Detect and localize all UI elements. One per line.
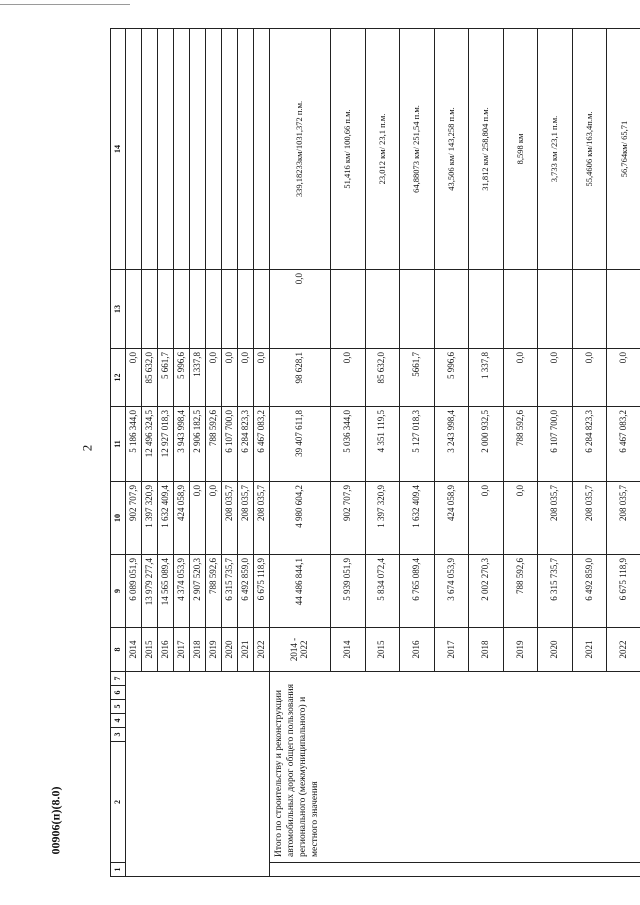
total-length: 339,18233км/1031,372 п.м. [270, 29, 331, 270]
year-cell: 2016 [158, 628, 174, 672]
empty-cell [330, 270, 365, 349]
amount-cell: 3 943 998,4 [174, 407, 190, 482]
empty-cell [190, 29, 206, 270]
amount-cell: 6 284 823,3 [572, 407, 607, 482]
amount-cell: 5 036 344,0 [330, 407, 365, 482]
empty-cell [238, 29, 254, 270]
amount-cell: 6 089 051,9 [126, 555, 142, 628]
amount-cell: 6 107 700,0 [538, 407, 573, 482]
amount-cell: 0,0 [607, 349, 640, 407]
empty-cell [503, 270, 538, 349]
year-cell: 2014 [126, 628, 142, 672]
amount-cell: 0,0 [206, 482, 222, 555]
amount-cell: 4 374 053,9 [174, 555, 190, 628]
amount-cell: 2 000 932,5 [469, 407, 504, 482]
amount-cell: 902 707,9 [330, 482, 365, 555]
amount-cell: 0,0 [254, 349, 270, 407]
empty-cell [206, 270, 222, 349]
amount-cell: 5661,7 [400, 349, 435, 407]
amount-cell: 3 674 053,9 [434, 555, 469, 628]
total-title: Итого по строительству и реконструкции автомобильных дорог общего пользования регионального (межмуниципального) и местного значения [270, 672, 640, 863]
amount-cell: 0,0 [572, 349, 607, 407]
amount-cell: 0,0 [469, 482, 504, 555]
amount-cell: 424 058,9 [434, 482, 469, 555]
amount-cell: 5 996,6 [174, 349, 190, 407]
total-row [270, 29, 331, 877]
col-header-14: 14 [111, 29, 126, 270]
year-cell: 2020 [222, 628, 238, 672]
year-cell: 2021 [238, 628, 254, 672]
road-construction-table [110, 28, 640, 877]
upper-row-2014 [126, 29, 142, 877]
amount-cell: 4 351 119,5 [365, 407, 400, 482]
empty-cell [206, 29, 222, 270]
amount-cell: 6 492 859,0 [572, 555, 607, 628]
empty-cell [222, 270, 238, 349]
empty-cell [254, 29, 270, 270]
year-cell: 2017 [174, 628, 190, 672]
empty-cell [142, 270, 158, 349]
amount-cell: 5 834 072,4 [365, 555, 400, 628]
amount-cell: 6 107 700,0 [222, 407, 238, 482]
amount-cell: 2 906 182,5 [190, 407, 206, 482]
amount-cell: 788 592,6 [206, 407, 222, 482]
amount-cell: 6 467 083,2 [607, 407, 640, 482]
amount-cell: 0,0 [222, 349, 238, 407]
amount-cell: 5 939 051,9 [330, 555, 365, 628]
empty-cell [222, 29, 238, 270]
amount-cell: 6 315 735,7 [538, 555, 573, 628]
year-cell: 2015 [142, 628, 158, 672]
year-cell: 2022 [607, 628, 640, 672]
year-cell: 2020 [538, 628, 573, 672]
amount-cell: 6 284 823,3 [238, 407, 254, 482]
total-amount-11: 39 407 611,8 [270, 407, 331, 482]
year-cell: 2015 [365, 628, 400, 672]
col-header-1: 1 [111, 863, 126, 877]
amount-cell: 1 632 409,4 [400, 482, 435, 555]
length-cell: 31,812 км/ 258,804 п.м. [469, 29, 504, 270]
scan-artifact-line [0, 4, 130, 5]
amount-cell: 1 397 320,9 [365, 482, 400, 555]
amount-cell: 1 632 409,4 [158, 482, 174, 555]
amount-cell: 208 035,7 [238, 482, 254, 555]
year-cell: 2018 [190, 628, 206, 672]
upper-blank-cell [126, 672, 270, 877]
amount-cell: 208 035,7 [538, 482, 573, 555]
amount-cell: 85 632,0 [142, 349, 158, 407]
length-cell: 51,416 км/ 100,66 п.м. [330, 29, 365, 270]
amount-cell: 0,0 [126, 349, 142, 407]
amount-cell: 6 765 089,4 [400, 555, 435, 628]
amount-cell: 14 565 089,4 [158, 555, 174, 628]
length-cell: 64,88073 км/ 251,54 п.м. [400, 29, 435, 270]
amount-cell: 424 058,9 [174, 482, 190, 555]
empty-cell [469, 270, 504, 349]
col-header-13: 13 [111, 270, 126, 349]
col-header-7: 7 [111, 672, 126, 686]
amount-cell: 3 243 998,4 [434, 407, 469, 482]
amount-cell: 0,0 [238, 349, 254, 407]
amount-cell: 788 592,6 [206, 555, 222, 628]
length-cell: 43,506 км/ 143,258 п.м. [434, 29, 469, 270]
amount-cell: 6 675 118,9 [607, 555, 640, 628]
amount-cell: 0,0 [330, 349, 365, 407]
rotated-table-container [110, 29, 640, 877]
empty-cell [158, 270, 174, 349]
col-header-8: 8 [111, 628, 126, 672]
amount-cell: 208 035,7 [222, 482, 238, 555]
empty-cell [174, 29, 190, 270]
year-cell: 2018 [469, 628, 504, 672]
col-header-4: 4 [111, 714, 126, 728]
empty-cell [238, 270, 254, 349]
col-header-10: 10 [111, 482, 126, 555]
amount-cell: 1 397 320,9 [142, 482, 158, 555]
empty-cell [434, 270, 469, 349]
year-cell: 2017 [434, 628, 469, 672]
amount-cell: 902 707,9 [126, 482, 142, 555]
amount-cell: 0,0 [538, 349, 573, 407]
empty-cell [607, 270, 640, 349]
col-header-12: 12 [111, 349, 126, 407]
total-amount-12: 98 628,1 [270, 349, 331, 407]
document-code: 00906(п)(8.0) [48, 786, 63, 855]
empty-cell [400, 270, 435, 349]
amount-cell: 208 035,7 [254, 482, 270, 555]
amount-cell: 1 337,8 [469, 349, 504, 407]
amount-cell: 0,0 [503, 349, 538, 407]
col-header-5: 5 [111, 700, 126, 714]
amount-cell: 6 467 083,2 [254, 407, 270, 482]
length-cell: 55,4606 км/163,4п.м. [572, 29, 607, 270]
amount-cell: 85 632,0 [365, 349, 400, 407]
column-number-row [111, 29, 126, 877]
amount-cell: 6 675 118,9 [254, 555, 270, 628]
empty-cell [190, 270, 206, 349]
amount-cell: 6 492 859,0 [238, 555, 254, 628]
empty-cell [254, 270, 270, 349]
length-cell: 8,598 км [503, 29, 538, 270]
col-header-2: 2 [111, 742, 126, 863]
amount-cell: 12 496 324,5 [142, 407, 158, 482]
amount-cell: 5 186 344,0 [126, 407, 142, 482]
amount-cell: 13 979 277,4 [142, 555, 158, 628]
year-cell: 2019 [503, 628, 538, 672]
amount-cell: 0,0 [503, 482, 538, 555]
amount-cell: 208 035,7 [607, 482, 640, 555]
amount-cell: 0,0 [206, 349, 222, 407]
amount-cell: 788 592,6 [503, 407, 538, 482]
amount-cell: 5 661,7 [158, 349, 174, 407]
amount-cell: 6 315 735,7 [222, 555, 238, 628]
col-header-3: 3 [111, 728, 126, 742]
col-header-6: 6 [111, 686, 126, 700]
amount-cell: 788 592,6 [503, 555, 538, 628]
empty-cell [538, 270, 573, 349]
amount-cell: 2 907 520,3 [190, 555, 206, 628]
empty-cell [126, 29, 142, 270]
year-cell: 2014 [330, 628, 365, 672]
amount-cell: 1337,8 [190, 349, 206, 407]
empty-cell [158, 29, 174, 270]
empty-cell [572, 270, 607, 349]
empty-cell [174, 270, 190, 349]
col-header-9: 9 [111, 555, 126, 628]
page-number: 2 [79, 444, 95, 452]
length-cell: 3,733 км /23,1 п.м. [538, 29, 573, 270]
amount-cell: 5 127 018,3 [400, 407, 435, 482]
total-period: 2014 - 2022 [270, 628, 331, 672]
amount-cell: 208 035,7 [572, 482, 607, 555]
empty-cell [142, 29, 158, 270]
year-cell: 2016 [400, 628, 435, 672]
length-cell: 23,012 км/ 23,1 п.м. [365, 29, 400, 270]
row-number-cell [270, 863, 640, 877]
amount-cell: 12 927 018,3 [158, 407, 174, 482]
empty-cell [126, 270, 142, 349]
year-cell: 2022 [254, 628, 270, 672]
amount-cell: 0,0 [190, 482, 206, 555]
col-header-11: 11 [111, 407, 126, 482]
amount-cell: 5 996,6 [434, 349, 469, 407]
total-amount-10: 4 980 604,2 [270, 482, 331, 555]
year-cell: 2021 [572, 628, 607, 672]
year-cell: 2019 [206, 628, 222, 672]
length-cell: 56,764км/ 65,71 [607, 29, 640, 270]
total-amount-13: 0,0 [270, 270, 331, 349]
amount-cell: 2 002 270,3 [469, 555, 504, 628]
empty-cell [365, 270, 400, 349]
total-amount-9: 44 486 844,1 [270, 555, 331, 628]
